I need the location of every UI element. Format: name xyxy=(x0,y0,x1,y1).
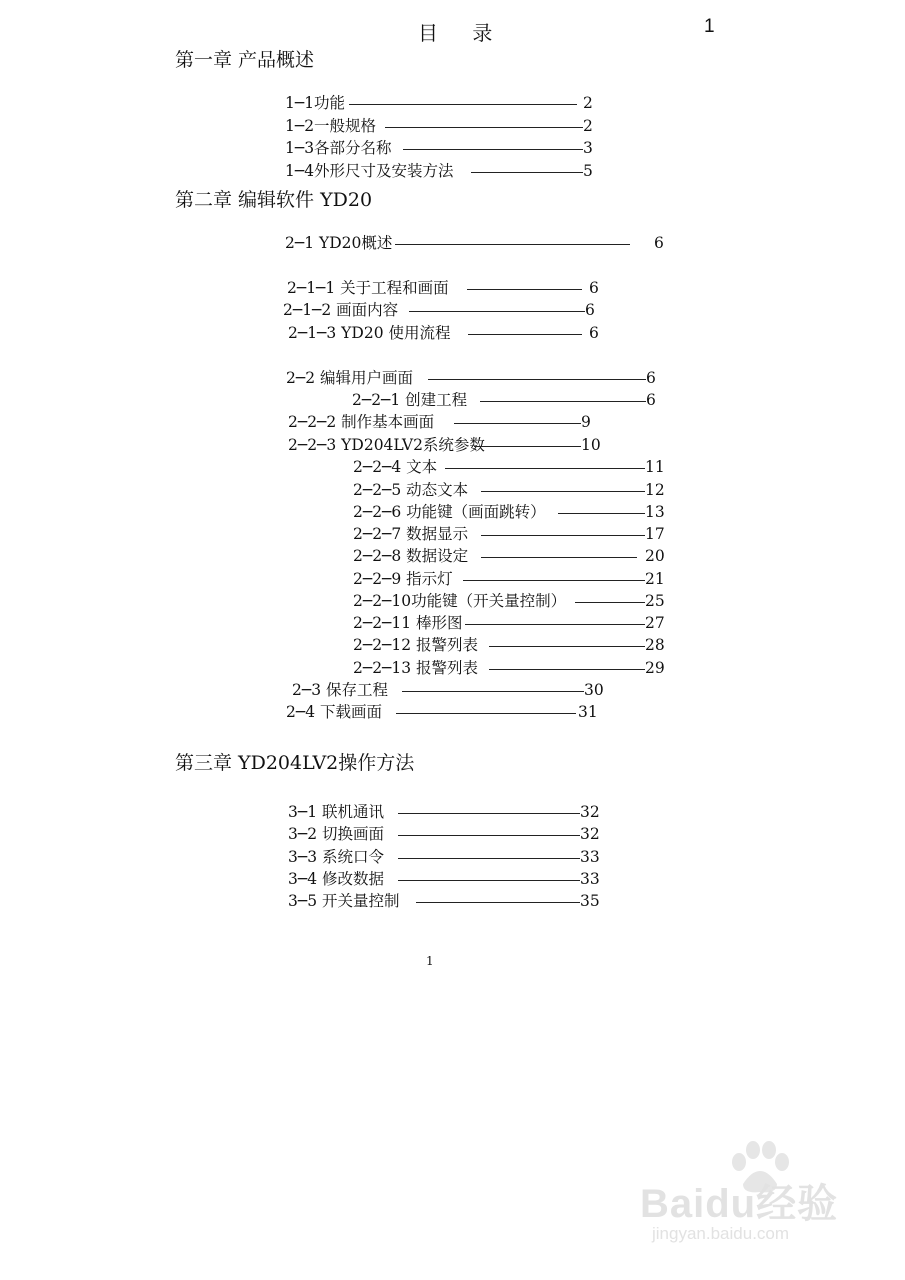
leader-line xyxy=(398,880,580,881)
leader-line xyxy=(480,401,646,402)
leader-line xyxy=(349,104,577,105)
toc-entry-page: 27 xyxy=(645,614,665,632)
leader-line xyxy=(396,713,576,714)
toc-entry[interactable] xyxy=(352,391,662,409)
toc-entry-page: 13 xyxy=(645,503,665,521)
leader-line xyxy=(471,172,583,173)
toc-entry-page: 11 xyxy=(645,458,665,476)
toc-entry[interactable] xyxy=(285,162,595,180)
chapter-3-heading: 第三章 YD204LV2操作方法 xyxy=(175,752,415,774)
toc-entry[interactable] xyxy=(353,614,673,632)
toc-entry-label: 3─1 联机通讯 xyxy=(288,803,384,821)
toc-entry-page: 6 xyxy=(654,234,664,252)
leader-line xyxy=(489,646,645,647)
toc-entry-label: 2─4 下载画面 xyxy=(286,703,382,721)
leader-line xyxy=(409,311,585,312)
toc-entry[interactable] xyxy=(353,659,673,677)
toc-entry[interactable] xyxy=(285,94,595,112)
toc-entry-label: 2─3 保存工程 xyxy=(292,681,388,699)
leader-line xyxy=(481,535,645,536)
toc-entry[interactable] xyxy=(288,892,608,910)
page-corner-number: 1 xyxy=(704,16,715,37)
toc-entry[interactable] xyxy=(288,870,608,888)
chapter-2-heading: 第二章 编辑软件 YD20 xyxy=(175,189,373,211)
toc-entry-label: 2─2─9 指示灯 xyxy=(353,570,453,588)
toc-entry[interactable] xyxy=(287,279,607,297)
toc-entry-page: 35 xyxy=(580,892,600,910)
toc-entry-label: 2─2─1 创建工程 xyxy=(352,391,468,409)
toc-entry-page: 6 xyxy=(646,391,656,409)
toc-entry[interactable] xyxy=(285,139,595,157)
toc-entry-page: 17 xyxy=(645,525,665,543)
toc-entry[interactable] xyxy=(292,681,612,699)
toc-entry[interactable] xyxy=(288,803,608,821)
leader-line xyxy=(385,127,583,128)
toc-entry-label: 2─2─13 报警列表 xyxy=(353,659,479,677)
toc-entry[interactable] xyxy=(353,547,673,565)
toc-entry-page: 6 xyxy=(589,279,599,297)
toc-entry[interactable] xyxy=(288,848,608,866)
toc-entry[interactable] xyxy=(353,503,673,521)
toc-entry[interactable] xyxy=(353,458,673,476)
toc-entry[interactable] xyxy=(283,301,603,319)
toc-entry-label: 3─4 修改数据 xyxy=(288,870,384,888)
toc-entry[interactable] xyxy=(288,413,598,431)
leader-line xyxy=(558,513,645,514)
toc-entry-label: 2─1─3 YD20 使用流程 xyxy=(288,324,451,342)
leader-line xyxy=(428,379,646,380)
toc-entry[interactable] xyxy=(353,592,673,610)
toc-entry-label: 2─2─2 制作基本画面 xyxy=(288,413,435,431)
toc-entry-page: 9 xyxy=(581,413,591,431)
toc-entry[interactable] xyxy=(286,369,666,387)
leader-line xyxy=(468,334,582,335)
toc-entry-label: 3─5 开关量控制 xyxy=(288,892,400,910)
toc-entry-label: 2─2─12 报警列表 xyxy=(353,636,479,654)
leader-line xyxy=(467,289,582,290)
toc-entry[interactable] xyxy=(285,117,595,135)
toc-entry-page: 33 xyxy=(580,848,600,866)
toc-entry-page: 32 xyxy=(580,803,600,821)
toc-entry-page: 12 xyxy=(645,481,665,499)
leader-line xyxy=(474,446,581,447)
leader-line xyxy=(463,580,645,581)
toc-entry-label: 2─2─6 功能键（画面跳转） xyxy=(353,503,546,521)
toc-entry-label: 2─2─8 数据设定 xyxy=(353,547,469,565)
toc-entry-page: 25 xyxy=(645,592,665,610)
toc-entry-label: 2─2─3 YD204LV2系统参数 xyxy=(288,436,485,454)
toc-entry-page: 33 xyxy=(580,870,600,888)
toc-entry[interactable] xyxy=(286,703,606,721)
toc-entry[interactable] xyxy=(285,234,665,252)
toc-entry-label: 2─2 编辑用户画面 xyxy=(286,369,413,387)
leader-line xyxy=(481,557,637,558)
toc-entry-label: 1─3各部分名称 xyxy=(285,139,392,157)
leader-line xyxy=(403,149,583,150)
toc-entry-page: 2 xyxy=(583,117,593,135)
leader-line xyxy=(481,491,645,492)
leader-line xyxy=(465,624,645,625)
toc-entry-page: 10 xyxy=(581,436,601,454)
toc-entry-label: 2─2─10功能键（开关量控制） xyxy=(353,592,567,610)
toc-entry-label: 1─1功能 xyxy=(285,94,346,112)
toc-entry-page: 28 xyxy=(645,636,665,654)
watermark-logo: Baidu经验 xyxy=(640,1182,839,1226)
leader-line xyxy=(489,669,645,670)
toc-entry-label: 2─2─7 数据显示 xyxy=(353,525,469,543)
leader-line xyxy=(402,691,584,692)
toc-entry-label: 1─4外形尺寸及安装方法 xyxy=(285,162,454,180)
toc-entry-label: 2─2─11 棒形图 xyxy=(353,614,463,632)
toc-entry[interactable] xyxy=(353,525,673,543)
toc-entry-page: 20 xyxy=(645,547,665,565)
toc-entry-page: 31 xyxy=(578,703,598,721)
leader-line xyxy=(454,423,581,424)
footer-page-number: 1 xyxy=(426,954,434,968)
leader-line xyxy=(395,244,630,245)
toc-entry[interactable] xyxy=(288,324,608,342)
leader-line xyxy=(575,602,645,603)
toc-entry-page: 6 xyxy=(585,301,595,319)
toc-entry-page: 29 xyxy=(645,659,665,677)
toc-entry[interactable] xyxy=(353,636,673,654)
toc-entry-page: 6 xyxy=(589,324,599,342)
toc-entry[interactable] xyxy=(353,570,673,588)
watermark xyxy=(640,1140,880,1255)
toc-entry-page: 2 xyxy=(583,94,593,112)
toc-entry-label: 2─2─4 文本 xyxy=(353,458,438,476)
toc-entry-page: 21 xyxy=(645,570,665,588)
leader-line xyxy=(398,813,580,814)
toc-entry-page: 6 xyxy=(646,369,656,387)
leader-line xyxy=(398,835,580,836)
leader-line xyxy=(445,468,645,469)
leader-line xyxy=(398,858,580,859)
toc-entry-page: 3 xyxy=(583,139,593,157)
watermark-url: jingyan.baidu.com xyxy=(652,1224,790,1243)
toc-entry-label: 3─3 系统口令 xyxy=(288,848,384,866)
chapter-1-heading: 第一章 产品概述 xyxy=(175,49,315,71)
toc-entry-label: 2─1─2 画面内容 xyxy=(283,301,399,319)
toc-entry-page: 32 xyxy=(580,825,600,843)
toc-entry-page: 30 xyxy=(584,681,604,699)
toc-entry-label: 3─2 切换画面 xyxy=(288,825,384,843)
toc-entry[interactable] xyxy=(288,436,608,454)
toc-entry-label: 1─2一般规格 xyxy=(285,117,377,135)
toc-entry[interactable] xyxy=(288,825,608,843)
toc-entry-label: 2─1 YD20概述 xyxy=(285,234,393,252)
leader-line xyxy=(416,902,580,903)
toc-entry-label: 2─1─1 关于工程和画面 xyxy=(287,279,449,297)
toc-entry-page: 5 xyxy=(583,162,593,180)
toc-entry-label: 2─2─5 动态文本 xyxy=(353,481,469,499)
toc-title: 目 录 xyxy=(418,21,507,45)
toc-entry[interactable] xyxy=(353,481,673,499)
